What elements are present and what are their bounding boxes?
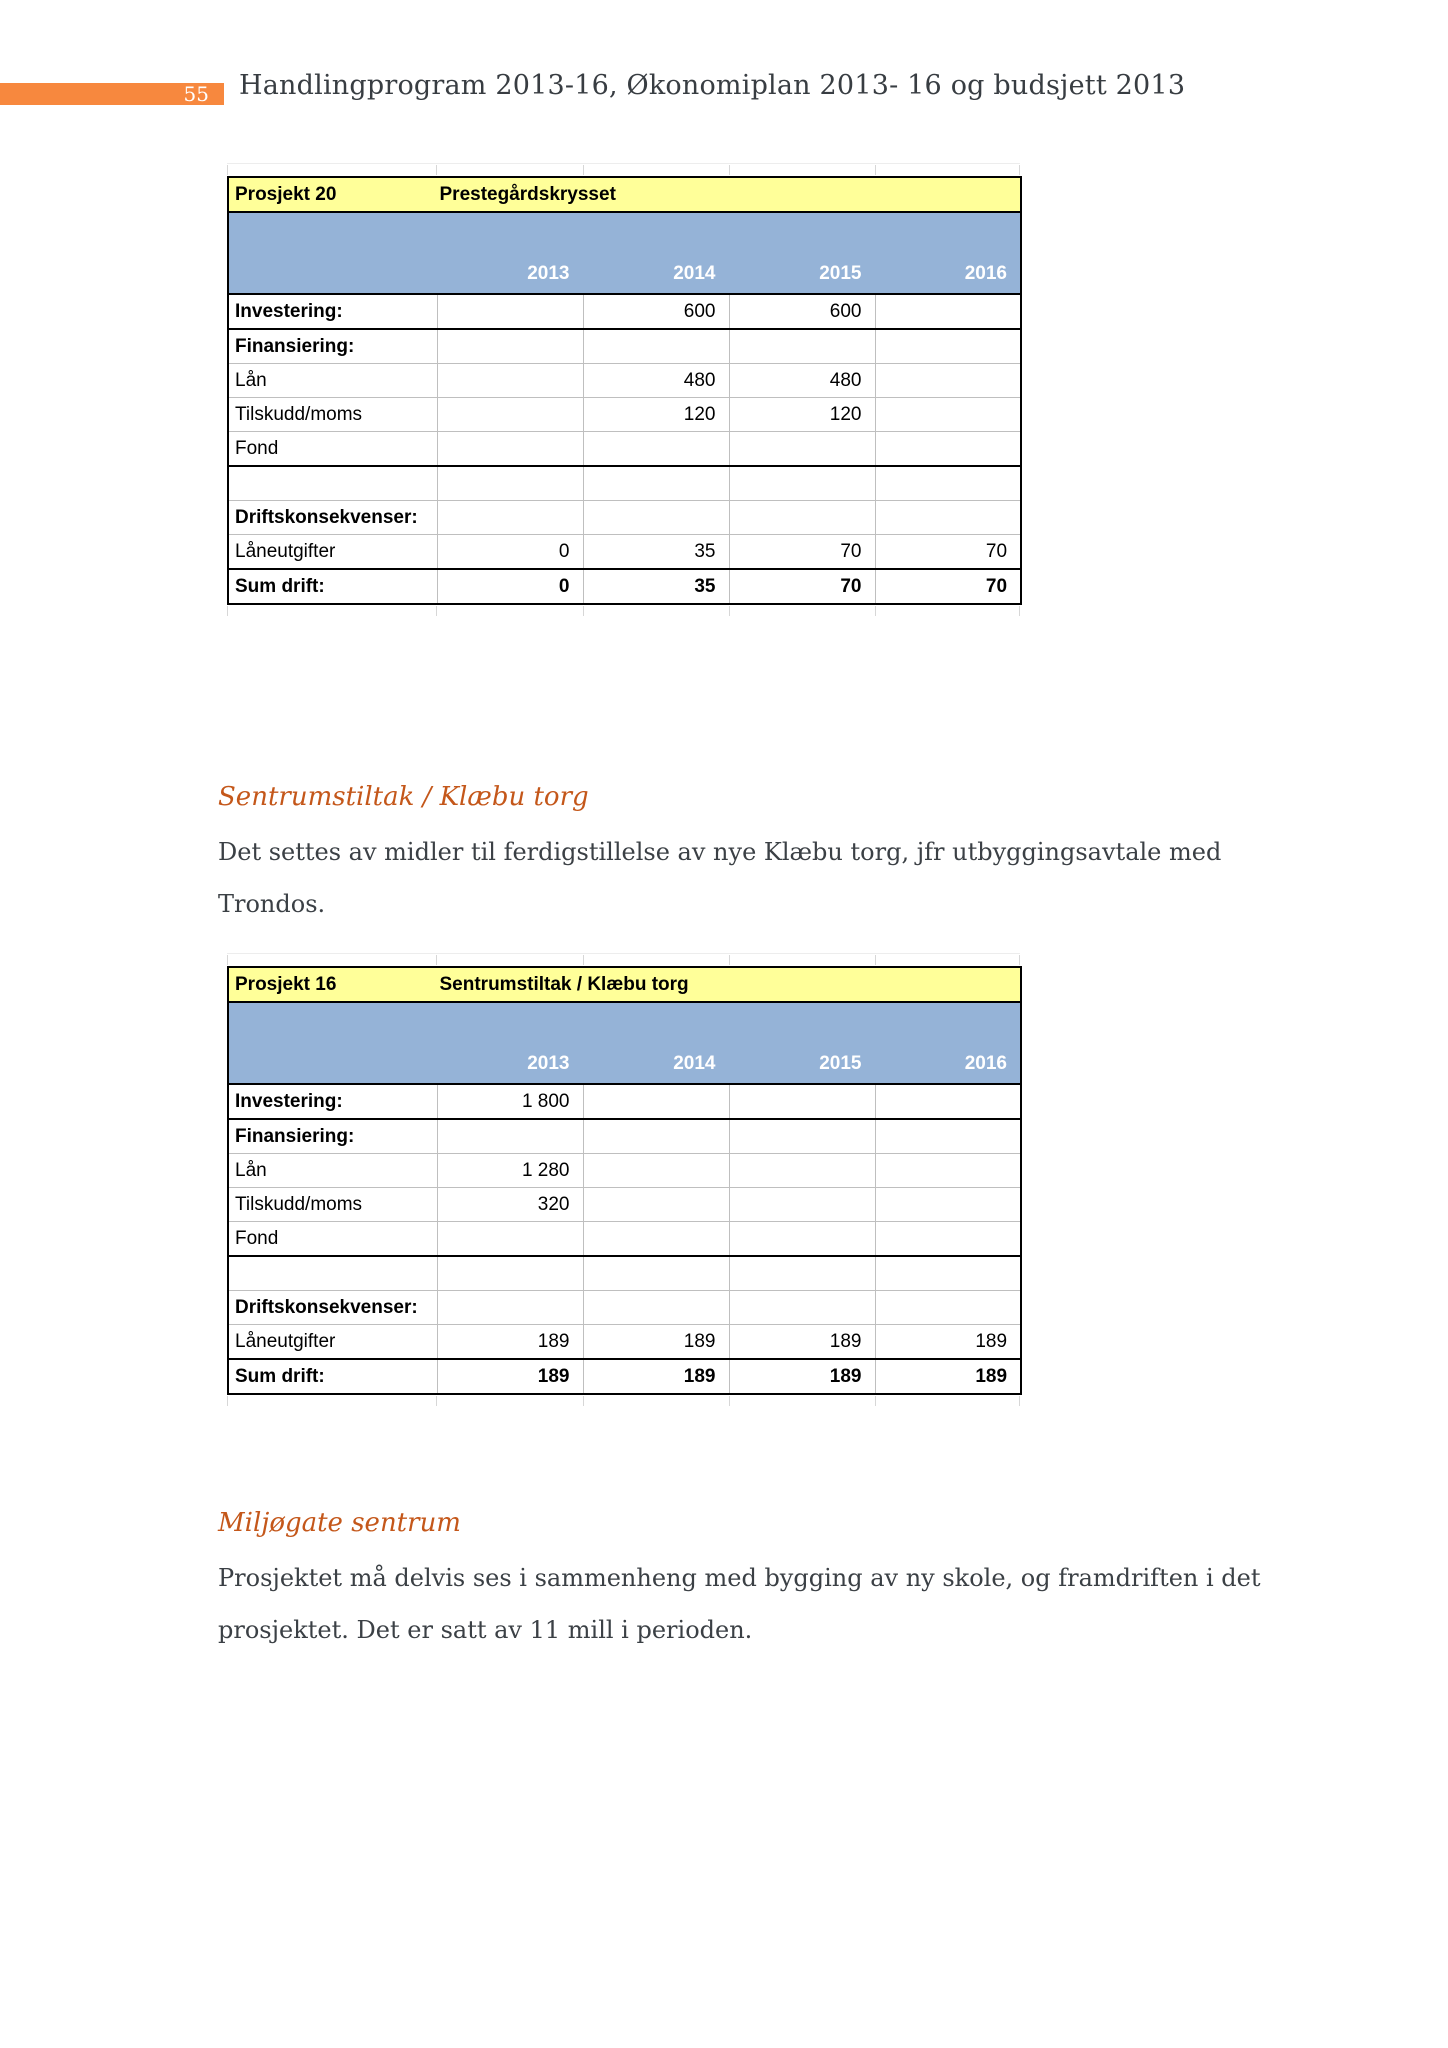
document-title: Handlingprogram 2013-16, Økonomiplan 2013- 16 og budsjett 2013 [239,70,1186,101]
value-cell [583,432,729,467]
gridline-tick [436,955,437,965]
value-cell [875,398,1021,432]
value-cell [583,1119,729,1154]
value-cell [729,1119,875,1154]
value-cell [583,1084,729,1119]
value-cell [875,329,1021,364]
years-row-spacer [228,1002,437,1084]
years-row-spacer [228,212,437,294]
value-cell [583,329,729,364]
value-cell [729,329,875,364]
project-name: Prestegårdskrysset [437,177,1021,212]
value-cell: 1 280 [437,1154,583,1188]
row-label: Driftskonsekvenser: [228,501,437,535]
year-header: 2016 [875,1002,1021,1084]
value-cell: 0 [437,535,583,570]
gridline-tick [1019,1396,1020,1406]
row-label: Finansiering: [228,1119,437,1154]
value-cell [875,1256,1021,1291]
value-cell [729,1291,875,1325]
section-heading-miljogate: Miljøgate sentrum [218,1508,461,1538]
row-label: Låneutgifter [228,535,437,570]
value-cell [437,501,583,535]
value-cell [583,1291,729,1325]
row-label [228,466,437,501]
section-paragraph-sentrumstiltak: Det settes av midler til ferdigstillelse av nye Klæbu torg, jfr utbyggingsavtale med Trondos. [218,838,1222,918]
value-cell: 35 [583,535,729,570]
value-cell [875,1084,1021,1119]
row-label: Fond [228,1222,437,1257]
value-cell [437,466,583,501]
gridline-tick [227,606,228,616]
value-cell [729,432,875,467]
gridline-tick [1019,606,1020,616]
row-label: Lån [228,364,437,398]
value-cell: 70 [875,569,1021,604]
section-heading-sentrumstiltak: Sentrumstiltak / Klæbu torg [218,782,589,812]
value-cell [583,1188,729,1222]
value-cell [875,432,1021,467]
value-cell [583,1154,729,1188]
gridline-tick [875,955,876,965]
gridline-tick [875,165,876,175]
value-cell [729,466,875,501]
gridline-tick [436,165,437,175]
value-cell: 70 [875,535,1021,570]
value-cell: 1 800 [437,1084,583,1119]
gridline-tick [583,955,584,965]
gridline-tick [227,955,228,965]
value-cell: 35 [583,569,729,604]
year-header: 2016 [875,212,1021,294]
value-cell: 70 [729,535,875,570]
value-cell [875,501,1021,535]
gridline-tick [729,1396,730,1406]
value-cell [729,501,875,535]
value-cell: 189 [875,1325,1021,1360]
value-cell [583,1222,729,1257]
year-header: 2014 [583,212,729,294]
faint-gridline-strip [227,605,1020,617]
value-cell [437,1222,583,1257]
value-cell: 320 [437,1188,583,1222]
value-cell [875,1154,1021,1188]
row-label: Tilskudd/moms [228,1188,437,1222]
value-cell [437,1256,583,1291]
value-cell: 480 [583,364,729,398]
row-label: Sum drift: [228,1359,437,1394]
value-cell [437,1291,583,1325]
year-header: 2014 [583,1002,729,1084]
row-label: Investering: [228,1084,437,1119]
faint-gridline-strip [227,1395,1020,1407]
value-cell [875,1119,1021,1154]
value-cell [583,1256,729,1291]
row-label: Lån [228,1154,437,1188]
value-cell [729,1188,875,1222]
value-cell: 189 [437,1359,583,1394]
value-cell [875,1188,1021,1222]
row-label: Driftskonsekvenser: [228,1291,437,1325]
gridline-tick [729,165,730,175]
value-cell [437,294,583,329]
value-cell [875,364,1021,398]
value-cell [437,398,583,432]
year-header: 2015 [729,212,875,294]
gridline-tick [436,1396,437,1406]
value-cell: 189 [437,1325,583,1360]
gridline-tick [1019,165,1020,175]
value-cell: 600 [583,294,729,329]
value-cell [875,1222,1021,1257]
value-cell: 480 [729,364,875,398]
budget-table-prosjekt-16 [227,966,1022,1395]
gridline-tick [875,1396,876,1406]
value-cell [437,432,583,467]
gridline-tick [729,606,730,616]
gridline-tick [583,1396,584,1406]
project-label: Prosjekt 16 [228,967,437,1002]
gridline-tick [436,606,437,616]
value-cell [437,364,583,398]
gridline-tick [875,606,876,616]
budget-table-block-prosjekt-16 [227,953,1020,1407]
value-cell [583,501,729,535]
value-cell: 120 [729,398,875,432]
value-cell [729,1222,875,1257]
value-cell [875,466,1021,501]
faint-gridline-strip [227,163,1020,176]
project-name: Sentrumstiltak / Klæbu torg [437,967,1021,1002]
row-label: Tilskudd/moms [228,398,437,432]
value-cell [875,294,1021,329]
page-number: 55 [183,82,209,106]
value-cell: 189 [583,1359,729,1394]
row-label: Fond [228,432,437,467]
gridline-tick [227,1396,228,1406]
year-header: 2013 [437,212,583,294]
value-cell [437,1119,583,1154]
gridline-tick [1019,955,1020,965]
value-cell [875,1291,1021,1325]
value-cell: 189 [729,1359,875,1394]
row-label: Sum drift: [228,569,437,604]
section-paragraph-miljogate: Prosjektet må delvis ses i sammenheng med bygging av ny skole, og framdriften i det prosjektet. Det er satt av 11 mill i perioden. [218,1564,1261,1644]
value-cell [729,1256,875,1291]
value-cell: 189 [875,1359,1021,1394]
value-cell: 189 [729,1325,875,1360]
value-cell [437,329,583,364]
value-cell: 120 [583,398,729,432]
value-cell: 189 [583,1325,729,1360]
gridline-tick [227,165,228,175]
row-label: Investering: [228,294,437,329]
value-cell: 600 [729,294,875,329]
row-label [228,1256,437,1291]
page-number-band [0,83,224,105]
project-label: Prosjekt 20 [228,177,437,212]
value-cell [583,466,729,501]
row-label: Finansiering: [228,329,437,364]
year-header: 2015 [729,1002,875,1084]
row-label: Låneutgifter [228,1325,437,1360]
gridline-tick [729,955,730,965]
value-cell: 70 [729,569,875,604]
value-cell: 0 [437,569,583,604]
faint-gridline-strip [227,953,1020,966]
value-cell [729,1154,875,1188]
value-cell [729,1084,875,1119]
gridline-tick [583,606,584,616]
year-header: 2013 [437,1002,583,1084]
gridline-tick [583,165,584,175]
budget-table-prosjekt-20 [227,176,1022,605]
budget-table-block-prosjekt-20 [227,163,1020,617]
